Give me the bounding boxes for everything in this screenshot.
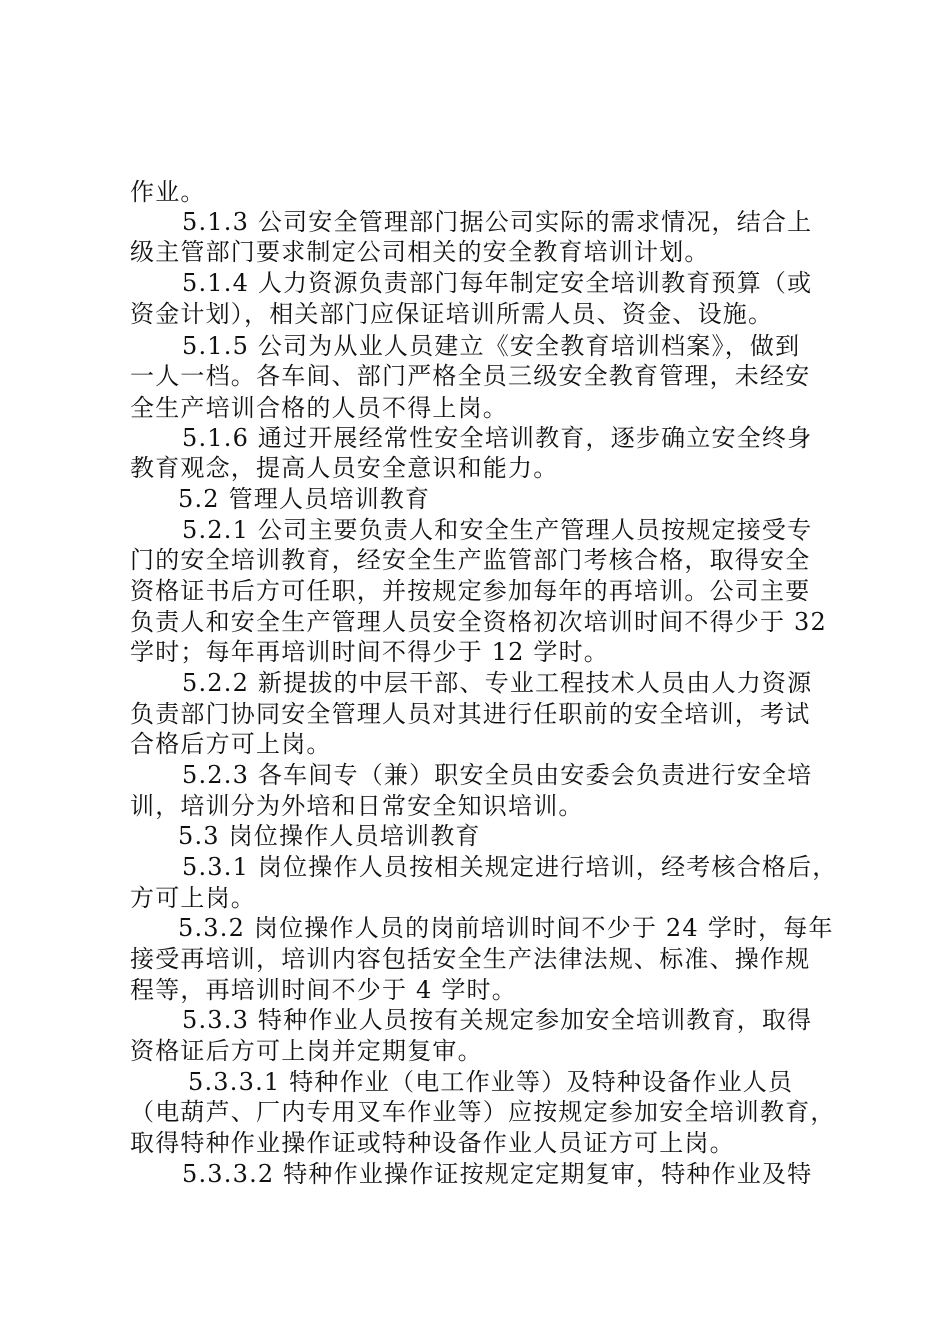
text-line: 合格后方可上岗。 bbox=[130, 730, 332, 758]
text-line: 资格证书后方可任职，并按规定参加每年的再培训。公司主要 bbox=[130, 577, 811, 605]
clause-5-1-4-heading: 5.1.4 人力资源负责部门每年制定安全培训教育预算（或 bbox=[182, 269, 813, 297]
text-line: 学时；每年再培训时间不得少于 12 学时。 bbox=[130, 638, 609, 666]
text-line: 级主管部门要求制定公司相关的安全教育培训计划。 bbox=[130, 238, 710, 266]
text-line: 训，培训分为外培和日常安全知识培训。 bbox=[130, 792, 584, 820]
clause-5-1-5-heading: 5.1.5 公司为从业人员建立《安全教育培训档案》，做到 bbox=[182, 332, 801, 360]
section-5-2-title: 5.2 管理人员培训教育 bbox=[178, 485, 431, 513]
clause-5-3-3-1-heading: 5.3.3.1 特种作业（电工作业等）及特种设备作业人员 bbox=[188, 1068, 794, 1096]
text-line: 取得特种作业操作证或特种设备作业人员证方可上岗。 bbox=[130, 1129, 735, 1157]
text-line: 全生产培训合格的人员不得上岗。 bbox=[130, 394, 508, 422]
text-line: 作业。 bbox=[130, 178, 206, 206]
text-line: 接受再培训，培训内容包括安全生产法律法规、标准、操作规 bbox=[130, 945, 811, 973]
text-line: 程等，再培训时间不少于 4 学时。 bbox=[130, 976, 517, 1004]
clause-5-1-6-heading: 5.1.6 通过开展经常性安全培训教育，逐步确立安全终身 bbox=[182, 424, 813, 452]
clause-5-2-1-heading: 5.2.1 公司主要负责人和安全生产管理人员按规定接受专 bbox=[182, 516, 813, 544]
clause-5-2-2-heading: 5.2.2 新提拔的中层干部、专业工程技术人员由人力资源 bbox=[182, 669, 813, 697]
text-line: 资金计划），相关部门应保证培训所需人员、资金、设施。 bbox=[130, 300, 774, 328]
text-line: 教育观念，提高人员安全意识和能力。 bbox=[130, 454, 559, 482]
clause-5-3-3-heading: 5.3.3 特种作业人员按有关规定参加安全培训教育，取得 bbox=[182, 1006, 813, 1034]
text-line: 负责人和安全生产管理人员安全资格初次培训时间不得少于 32 bbox=[130, 608, 827, 636]
clause-5-1-3-heading: 5.1.3 公司安全管理部门据公司实际的需求情况，结合上 bbox=[182, 208, 813, 236]
clause-5-2-3-heading: 5.2.3 各车间专（兼）职安全员由安委会负责进行安全培 bbox=[182, 761, 813, 789]
section-5-3-title: 5.3 岗位操作人员培训教育 bbox=[178, 822, 481, 850]
text-line: 一人一档。各车间、部门严格全员三级安全教育管理，未经安 bbox=[130, 362, 811, 390]
clause-5-3-2-heading: 5.3.2 岗位操作人员的岗前培训时间不少于 24 学时，每年 bbox=[178, 914, 834, 942]
text-line: （电葫芦、厂内专用叉车作业等）应按规定参加安全培训教育， bbox=[130, 1098, 836, 1126]
clause-5-3-3-2-heading: 5.3.3.2 特种作业操作证按规定定期复审，特种作业及特 bbox=[182, 1160, 813, 1188]
clause-5-3-1-heading: 5.3.1 岗位操作人员按相关规定进行培训，经考核合格后， bbox=[182, 853, 838, 881]
text-line: 负责部门协同安全管理人员对其进行任职前的安全培训，考试 bbox=[130, 700, 811, 728]
text-line: 门的安全培训教育，经安全生产监管部门考核合格，取得安全 bbox=[130, 546, 811, 574]
text-line: 方可上岗。 bbox=[130, 884, 256, 912]
text-line: 资格证后方可上岗并定期复审。 bbox=[130, 1037, 483, 1065]
